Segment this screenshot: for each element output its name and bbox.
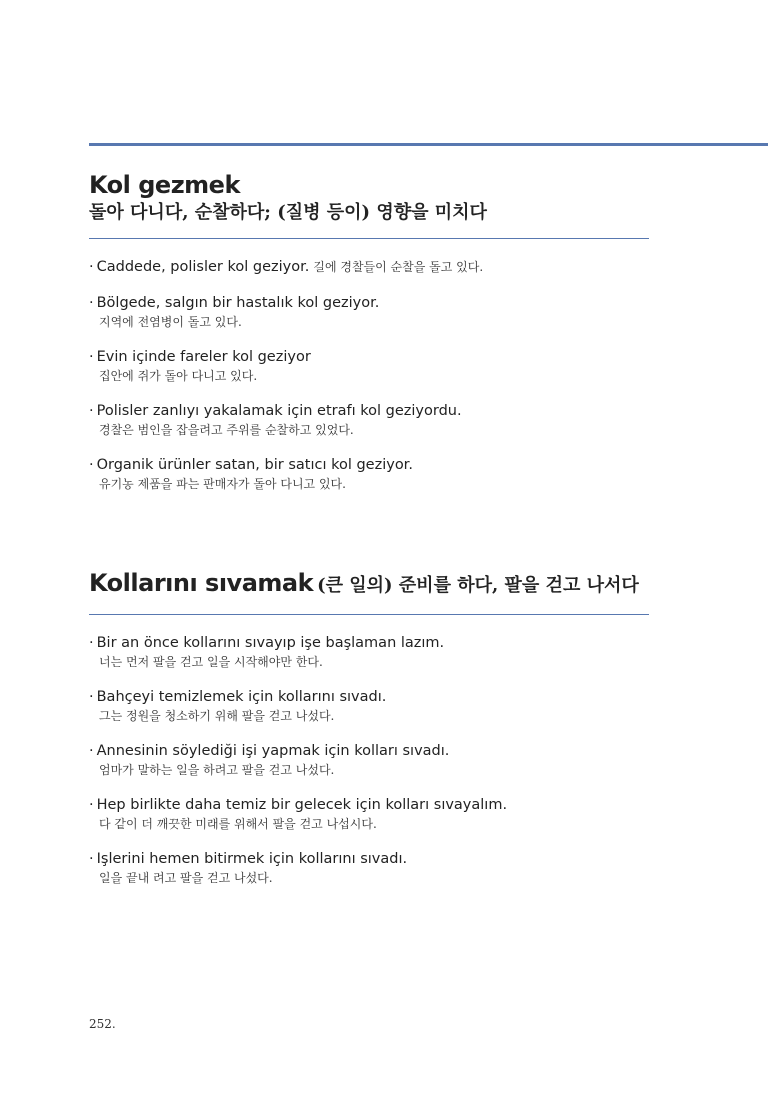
example-item [89,633,649,671]
example-turkish: Caddede, polisler kol geziyor. [96,259,310,275]
idiom-title: Kollarını sıvamak [89,569,314,597]
bullet: · [89,635,94,651]
example-item [89,687,649,725]
example-turkish: Polisler zanlıyı yakalamak için etrafı kol geziyordu. [96,403,462,419]
bullet: · [89,349,94,365]
idiom-heading [89,568,649,598]
bullet: · [89,689,94,705]
page-number: 252. [89,1017,116,1031]
example-turkish: Işlerini hemen bitirmek için kollarını sıvadı. [96,851,408,867]
idiom-translation: 돌아 다니다, 순찰하다; (질병 등이) 영향을 미치다 [89,202,487,223]
example-turkish: Organik ürünler satan, bir satıcı kol geziyor. [96,457,413,473]
idiom-translation: (큰 일의) 준비를 하다, 팔을 걷고 나서다 [317,575,639,596]
example-korean: 그는 정원을 청소하기 위해 팔을 걷고 나섰다. [99,709,335,723]
top-rule [89,143,768,146]
example-item [89,257,649,277]
section-divider [89,614,649,615]
bullet: · [89,797,94,813]
bullet: · [89,743,94,759]
example-korean: 지역에 전염병이 돌고 있다. [99,315,242,329]
example-turkish: Bahçeyi temizlemek için kollarını sıvadı. [96,689,387,705]
example-turkish: Annesinin söylediği işi yapmak için kolları sıvadı. [96,743,450,759]
example-turkish: Hep birlikte daha temiz bir gelecek için kolları sıvayalım. [96,797,508,813]
section-divider [89,238,649,239]
bullet: · [89,457,94,473]
idiom-title: Kol gezmek [89,171,240,199]
example-korean: 경찰은 범인을 잡을려고 주위를 순찰하고 있었다. [99,423,354,437]
example-item [89,401,649,439]
example-korean: 유기농 제품을 파는 판매자가 돌아 다니고 있다. [99,477,346,491]
bullet: · [89,851,94,867]
idiom-section-kol-gezmek [89,170,649,509]
example-korean: 일을 끝내 려고 팔을 걷고 나섰다. [99,871,273,885]
example-korean: 길에 경찰들이 순찰을 돌고 있다. [313,260,484,274]
example-item [89,849,649,887]
example-turkish: Evin içinde fareler kol geziyor [96,349,311,365]
bullet: · [89,403,94,419]
example-turkish: Bölgede, salgın bir hastalık kol geziyor. [96,295,380,311]
bullet: · [89,259,94,275]
bullet: · [89,295,94,311]
example-korean: 집안에 쥐가 돌아 다니고 있다. [99,369,258,383]
idiom-section-kollarini-sivamak [89,568,649,903]
example-item [89,455,649,493]
example-item [89,347,649,385]
example-item [89,795,649,833]
example-korean: 너는 먼저 팔을 걷고 일을 시작해야만 한다. [99,655,323,669]
example-turkish: Bir an önce kollarını sıvayıp işe başlaman lazım. [96,635,445,651]
example-item [89,293,649,331]
example-korean: 다 같이 더 깨끗한 미래를 위해서 팔을 걷고 나섭시다. [99,817,377,831]
example-item [89,741,649,779]
example-korean: 엄마가 말하는 일을 하려고 팔을 걷고 나섰다. [99,763,335,777]
